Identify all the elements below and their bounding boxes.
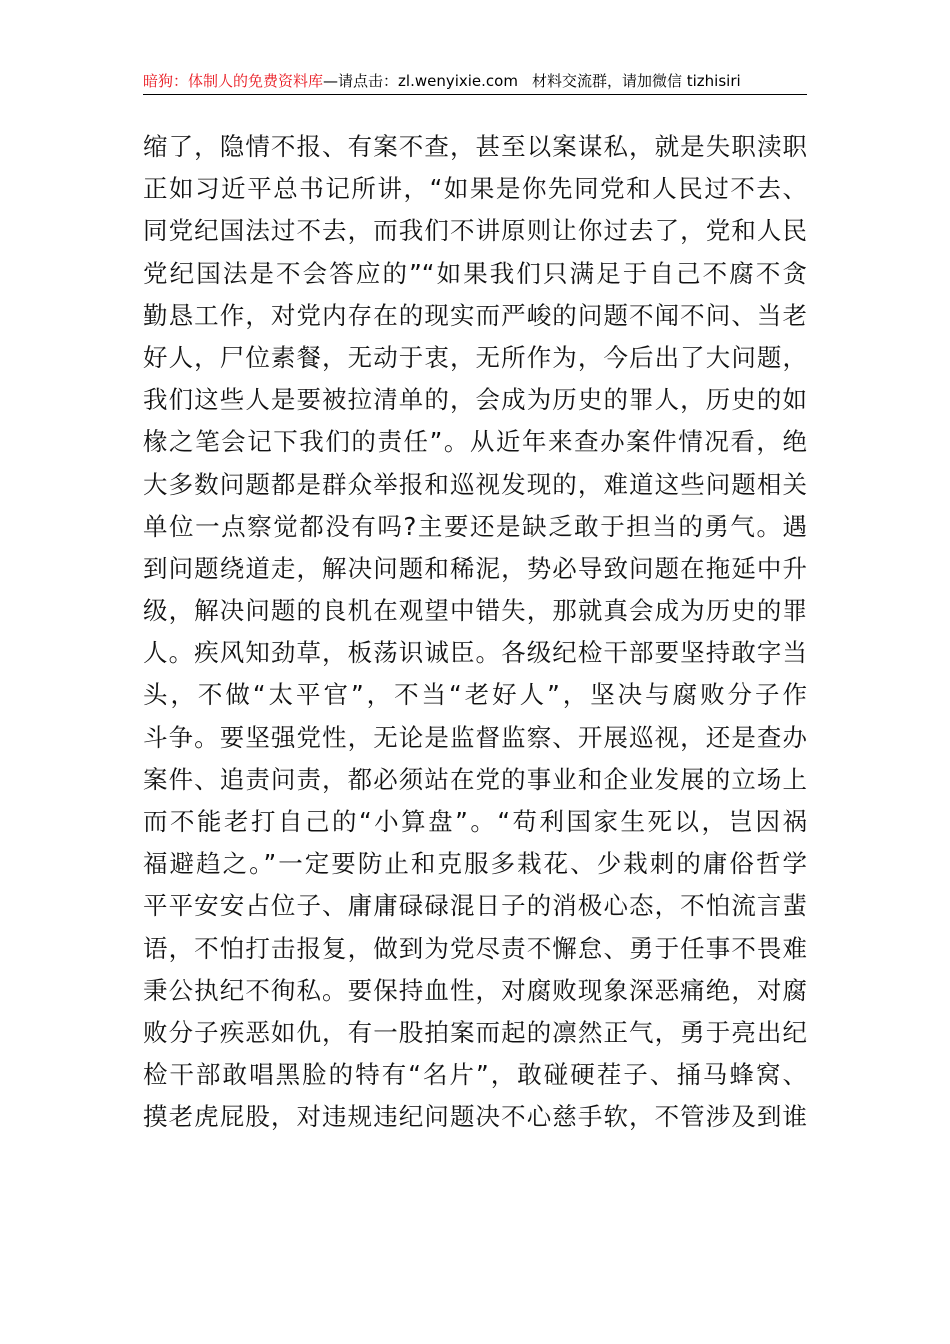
header-wechat-group-text: 材料交流群，请加微信 tizhisiri (531, 72, 741, 90)
body-line: 正如习近平总书记所讲，“如果是你先同党和人民过不去、 (143, 174, 807, 204)
body-line: 级，解决问题的良机在观望中错失，那就真会成为历史的罪 (143, 596, 807, 626)
body-line: 勤恳工作，对党内存在的现实而严峻的问题不闻不问、当老 (143, 300, 807, 330)
header-click-label: —请点击： (323, 72, 399, 90)
body-line: 大多数问题都是群众举报和巡视发现的，难道这些问题相关 (143, 469, 807, 499)
header-url-link[interactable]: zl.wenyixie.com (398, 72, 518, 90)
body-line: 福避趋之。”一定要防止和克服多栽花、少栽刺的庸俗哲学 (143, 849, 807, 879)
header-divider (143, 94, 807, 95)
body-line: 秉公执纪不徇私。要保持血性，对腐败现象深恶痛绝，对腐 (143, 975, 807, 1005)
body-line: 斗争。要坚强党性，无论是监督监察、开展巡视，还是查办 (143, 722, 807, 752)
body-line: 缩了，隐情不报、有案不查，甚至以案谋私，就是失职渎职 (143, 132, 807, 161)
body-line: 平平安安占位子、庸庸碌碌混日子的消极心态，不怕流言蜚 (143, 891, 807, 921)
body-line: 头，不做“太平官”，不当“老好人”，坚决与腐败分子作 (143, 680, 807, 710)
body-line: 案件、追责问责，都必须站在党的事业和企业发展的立场上 (143, 764, 807, 794)
body-line: 败分子疾恶如仇，有一股拍案而起的凛然正气，勇于亮出纪 (143, 1017, 807, 1047)
header-site-name: 暗狗：体制人的免费资料库 (143, 72, 324, 90)
body-line: 单位一点察觉都没有吗?主要还是缺乏敢于担当的勇气。遇 (143, 511, 807, 541)
document-body (143, 126, 807, 1139)
body-line: 人。疾风知劲草，板荡识诚臣。各级纪检干部要坚持敢字当 (143, 638, 807, 668)
body-line: 好人，尸位素餐，无动于衷，无所作为，今后出了大问题， (143, 342, 807, 372)
body-line: 摸老虎屁股，对违规违纪问题决不心慈手软，不管涉及到谁 (143, 1102, 807, 1132)
body-line: 党纪国法是不会答应的”“如果我们只满足于自己不腐不贪 (143, 258, 807, 288)
body-line: 语，不怕打击报复，做到为党尽责不懈怠、勇于任事不畏难 (143, 933, 807, 963)
body-line: 检干部敢唱黑脸的特有“名片”，敢碰硬茬子、捅马蜂窝、 (143, 1060, 807, 1090)
body-line: 到问题绕道走，解决问题和稀泥，势必导致问题在拖延中升 (143, 553, 807, 583)
body-line: 椽之笔会记下我们的责任”。从近年来查办案件情况看，绝 (143, 427, 807, 457)
body-line: 而不能老打自己的“小算盘”。“苟利国家生死以，岂因祸 (143, 807, 807, 836)
body-line: 同党纪国法过不去，而我们不讲原则让你过去了，党和人民 (143, 216, 807, 246)
body-line: 我们这些人是要被拉清单的，会成为历史的罪人，历史的如 (143, 385, 807, 415)
